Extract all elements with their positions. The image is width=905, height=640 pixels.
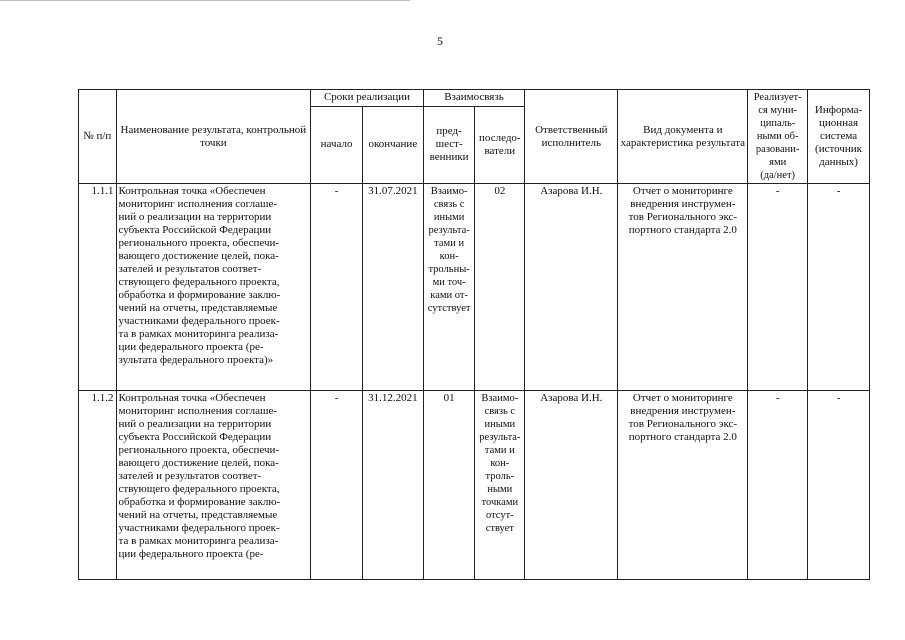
cell-successors: 02 [475,184,525,391]
cell-document: Отчет о мониторинге внедрения инструмен- тов Регионального экс- портного стандарта 2.0 [618,184,748,391]
cell-predecessors: Взаимо- связь с иными результа- тами и кон- трольны- ми точ- ками от- сутствует [423,184,475,391]
header-document: Вид документа и характеристика результата [618,90,748,184]
cell-end: 31.07.2021 [362,184,423,391]
cell-responsible: Азарова И.Н. [525,391,618,580]
header-responsible: Ответственный исполнитель [525,90,618,184]
cell-municipal: - [748,184,808,391]
header-name: Наименование результата, контрольной точки [116,90,311,184]
cell-successors: Взаимо- связь с иными результа- тами и кон- троль- ными точками отсут- ствует [475,391,525,580]
header-relation: Взаимосвязь [423,90,524,107]
page-number: 5 [437,34,443,48]
cell-info-system: - [808,391,870,580]
header-end: окончание [362,106,423,183]
header-row-top [79,90,870,107]
header-num: № п/п [79,90,117,184]
cell-municipal: - [748,391,808,580]
cell-end: 31.12.2021 [362,391,423,580]
cell-start: - [311,184,363,391]
cell-start: - [311,391,363,580]
cell-num: 1.1.2 [79,391,117,580]
header-info-system: Информа- ционная система (источник данных) [808,90,870,184]
cell-responsible: Азарова И.Н. [525,184,618,391]
table-row [79,391,870,580]
cell-info-system: - [808,184,870,391]
header-municipal: Реализует- ся муни- ципаль- ными об- разовани- ями (да/нет) [748,90,808,184]
cell-predecessors: 01 [423,391,475,580]
header-start: начало [311,106,363,183]
cell-name: Контрольная точка «Обеспечен мониторинг исполнения соглаше- ний о реализации на территории субъекта Российской Федерации регионального проекта, обеспечи- вающего достижение целей, пока- зателей и результатов соответ- ствующего федерального проекта, обработка и формирование заклю- чений на отчеты, представляемые участниками федерального проек- та в рамках мониторинга реализа- ции федерального проекта (ре- [116,391,311,580]
cell-document: Отчет о мониторинге внедрения инструмен- тов Регионального экс- портного стандарта 2.0 [618,391,748,580]
scan-artifact-top-line [0,0,410,1]
plan-table [78,89,870,580]
header-predecessors: пред- шест- венники [423,106,475,183]
cell-num: 1.1.1 [79,184,117,391]
header-deadlines: Сроки реализации [311,90,424,107]
cell-name: Контрольная точка «Обеспечен мониторинг исполнения соглаше- ний о реализации на территории субъекта Российской Федерации регионального проекта, обеспечи- вающего достижение целей, пока- зателей и результатов соответ- ствующего федерального проекта, обработка и формирование заклю- чений на отчеты, представляемые участниками федерального проек- та в рамках мониторинга реализа- ции федерального проекта (ре- зультата федерального проекта)» [116,184,311,391]
table-row [79,184,870,391]
header-successors: последо- ватели [475,106,525,183]
